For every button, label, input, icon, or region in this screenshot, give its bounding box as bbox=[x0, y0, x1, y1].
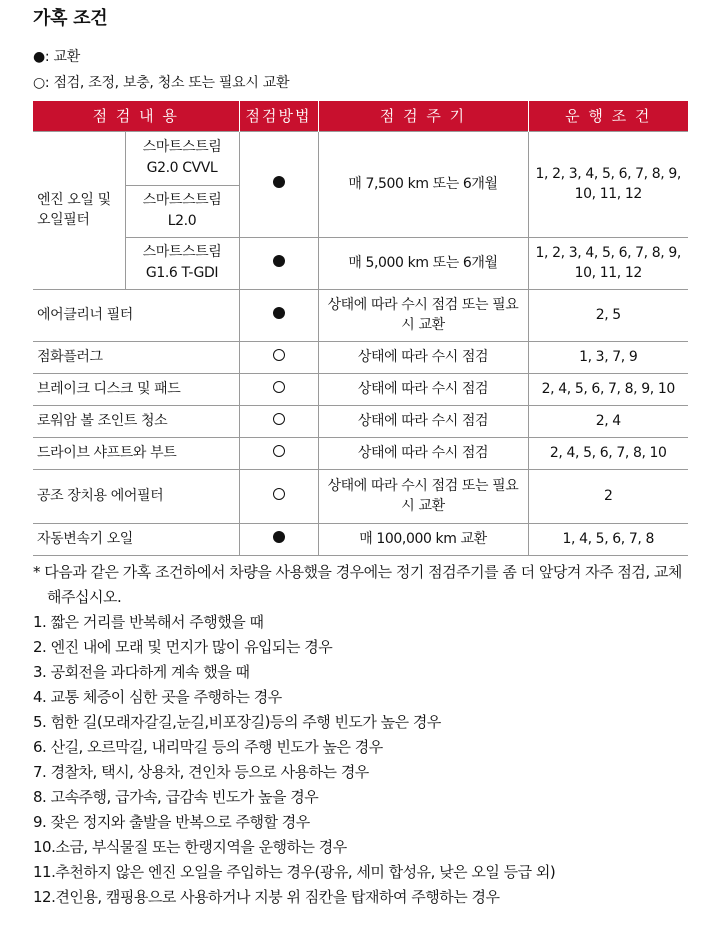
item-cell: 에어클리너 필터 bbox=[33, 289, 239, 341]
list-item: 2. 엔진 내에 모래 및 먼지가 많이 유입되는 경우 bbox=[33, 638, 333, 656]
item-cell: 엔진 오일 및 오일필터 bbox=[33, 131, 125, 289]
method-cell bbox=[239, 237, 318, 289]
method-cell bbox=[239, 373, 318, 405]
filled-circle-icon bbox=[273, 255, 285, 267]
conditions-cell: 1, 3, 7, 9 bbox=[528, 341, 688, 373]
conditions-cell: 1, 4, 5, 6, 7, 8 bbox=[528, 523, 688, 555]
interval-cell: 매 7,500 km 또는 6개월 bbox=[318, 131, 528, 237]
variant-cell: 스마트스트림 G1.6 T-GDI bbox=[125, 237, 239, 289]
header-method: 점검방법 bbox=[239, 101, 318, 131]
conditions-cell: 2 bbox=[528, 469, 688, 523]
method-cell bbox=[239, 131, 318, 237]
interval-cell: 상태에 따라 수시 점검 또는 필요시 교환 bbox=[318, 289, 528, 341]
interval-cell: 상태에 따라 수시 점검 bbox=[318, 405, 528, 437]
list-item: 12.견인용, 캠핑용으로 사용하거나 지붕 위 짐칸을 탑재하여 주행하는 경우 bbox=[33, 888, 500, 906]
list-item: 1. 짧은 거리를 반복해서 주행했을 때 bbox=[33, 613, 264, 631]
conditions-cell: 2, 4 bbox=[528, 405, 688, 437]
variant-cell: 스마트스트림 G2.0 CVVL bbox=[125, 131, 239, 185]
legend-item-inspect bbox=[33, 70, 289, 96]
item-cell: 로워암 볼 조인트 청소 bbox=[33, 405, 239, 437]
list-item: 10.소금, 부식물질 또는 한랭지역을 운행하는 경우 bbox=[33, 838, 347, 856]
header-interval: 점 검 주 기 bbox=[318, 101, 528, 131]
list-item: 5. 험한 길(모래자갈길,눈길,비포장길)등의 주행 빈도가 높은 경우 bbox=[33, 713, 441, 731]
filled-circle-icon bbox=[273, 531, 285, 543]
item-cell: 자동변속기 오일 bbox=[33, 523, 239, 555]
list-item: 7. 경찰차, 택시, 상용차, 견인차 등으로 사용하는 경우 bbox=[33, 763, 369, 781]
conditions-cell: 1, 2, 3, 4, 5, 6, 7, 8, 9, 10, 11, 12 bbox=[528, 131, 688, 237]
interval-cell: 매 100,000 km 교환 bbox=[318, 523, 528, 555]
interval-cell: 상태에 따라 수시 점검 bbox=[318, 437, 528, 469]
conditions-cell: 1, 2, 3, 4, 5, 6, 7, 8, 9, 10, 11, 12 bbox=[528, 237, 688, 289]
maintenance-table bbox=[33, 101, 688, 556]
item-cell: 드라이브 샤프트와 부트 bbox=[33, 437, 239, 469]
legend-text: : 교환 bbox=[44, 49, 80, 65]
interval-cell: 상태에 따라 수시 점검 bbox=[318, 341, 528, 373]
method-cell bbox=[239, 437, 318, 469]
table-row bbox=[33, 405, 688, 437]
table-header-row bbox=[33, 101, 688, 131]
header-item: 점 검 내 용 bbox=[33, 101, 239, 131]
filled-circle-icon bbox=[273, 176, 285, 188]
page-title: 가혹 조건 bbox=[33, 8, 108, 29]
legend-text: : 점검, 조정, 보충, 청소 또는 필요시 교환 bbox=[44, 75, 290, 91]
method-cell bbox=[239, 523, 318, 555]
hollow-circle-icon bbox=[273, 488, 285, 500]
table-row bbox=[33, 289, 688, 341]
list-item: 8. 고속주행, 급가속, 급감속 빈도가 높을 경우 bbox=[33, 788, 319, 806]
list-item: 11.추천하지 않은 엔진 오일을 주입하는 경우(광유, 세미 합성유, 낮은 오일 등급 외) bbox=[33, 863, 556, 881]
conditions-cell: 2, 4, 5, 6, 7, 8, 10 bbox=[528, 437, 688, 469]
notes-intro: * 다음과 같은 가혹 조건하에서 차량을 사용했을 경우에는 정기 점검주기를 좀 더 앞당겨 자주 점검, 교체해주십시오. bbox=[33, 563, 682, 606]
hollow-circle-icon bbox=[273, 445, 285, 457]
severe-conditions-notes bbox=[33, 560, 693, 910]
list-item: 9. 잦은 정지와 출발을 반복으로 주행할 경우 bbox=[33, 813, 310, 831]
table-row bbox=[33, 131, 688, 185]
hollow-circle-icon bbox=[273, 349, 285, 361]
table-row bbox=[33, 237, 688, 289]
interval-cell: 상태에 따라 수시 점검 bbox=[318, 373, 528, 405]
item-cell: 공조 장치용 에어필터 bbox=[33, 469, 239, 523]
interval-cell: 매 5,000 km 또는 6개월 bbox=[318, 237, 528, 289]
method-cell bbox=[239, 341, 318, 373]
hollow-circle-icon bbox=[273, 381, 285, 393]
list-item: 4. 교통 체증이 심한 곳을 주행하는 경우 bbox=[33, 688, 282, 706]
method-cell bbox=[239, 405, 318, 437]
list-item: 3. 공회전을 과다하게 계속 했을 때 bbox=[33, 663, 250, 681]
table-row bbox=[33, 523, 688, 555]
legend bbox=[33, 44, 289, 96]
legend-item-replace bbox=[33, 44, 289, 70]
method-cell bbox=[239, 289, 318, 341]
table-row bbox=[33, 373, 688, 405]
list-item: 6. 산길, 오르막길, 내리막길 등의 주행 빈도가 높은 경우 bbox=[33, 738, 383, 756]
variant-cell: 스마트스트림 L2.0 bbox=[125, 185, 239, 237]
table-row bbox=[33, 469, 688, 523]
table-row bbox=[33, 437, 688, 469]
header-conditions: 운 행 조 건 bbox=[528, 101, 688, 131]
conditions-cell: 2, 4, 5, 6, 7, 8, 9, 10 bbox=[528, 373, 688, 405]
method-cell bbox=[239, 469, 318, 523]
hollow-circle-icon bbox=[273, 413, 285, 425]
hollow-circle-icon: ○ bbox=[33, 75, 45, 91]
conditions-list bbox=[33, 610, 693, 910]
item-cell: 브레이크 디스크 및 패드 bbox=[33, 373, 239, 405]
item-cell: 점화플러그 bbox=[33, 341, 239, 373]
filled-circle-icon bbox=[273, 307, 285, 319]
filled-circle-icon: ● bbox=[33, 49, 45, 65]
interval-cell: 상태에 따라 수시 점검 또는 필요시 교환 bbox=[318, 469, 528, 523]
conditions-cell: 2, 5 bbox=[528, 289, 688, 341]
table-row bbox=[33, 341, 688, 373]
